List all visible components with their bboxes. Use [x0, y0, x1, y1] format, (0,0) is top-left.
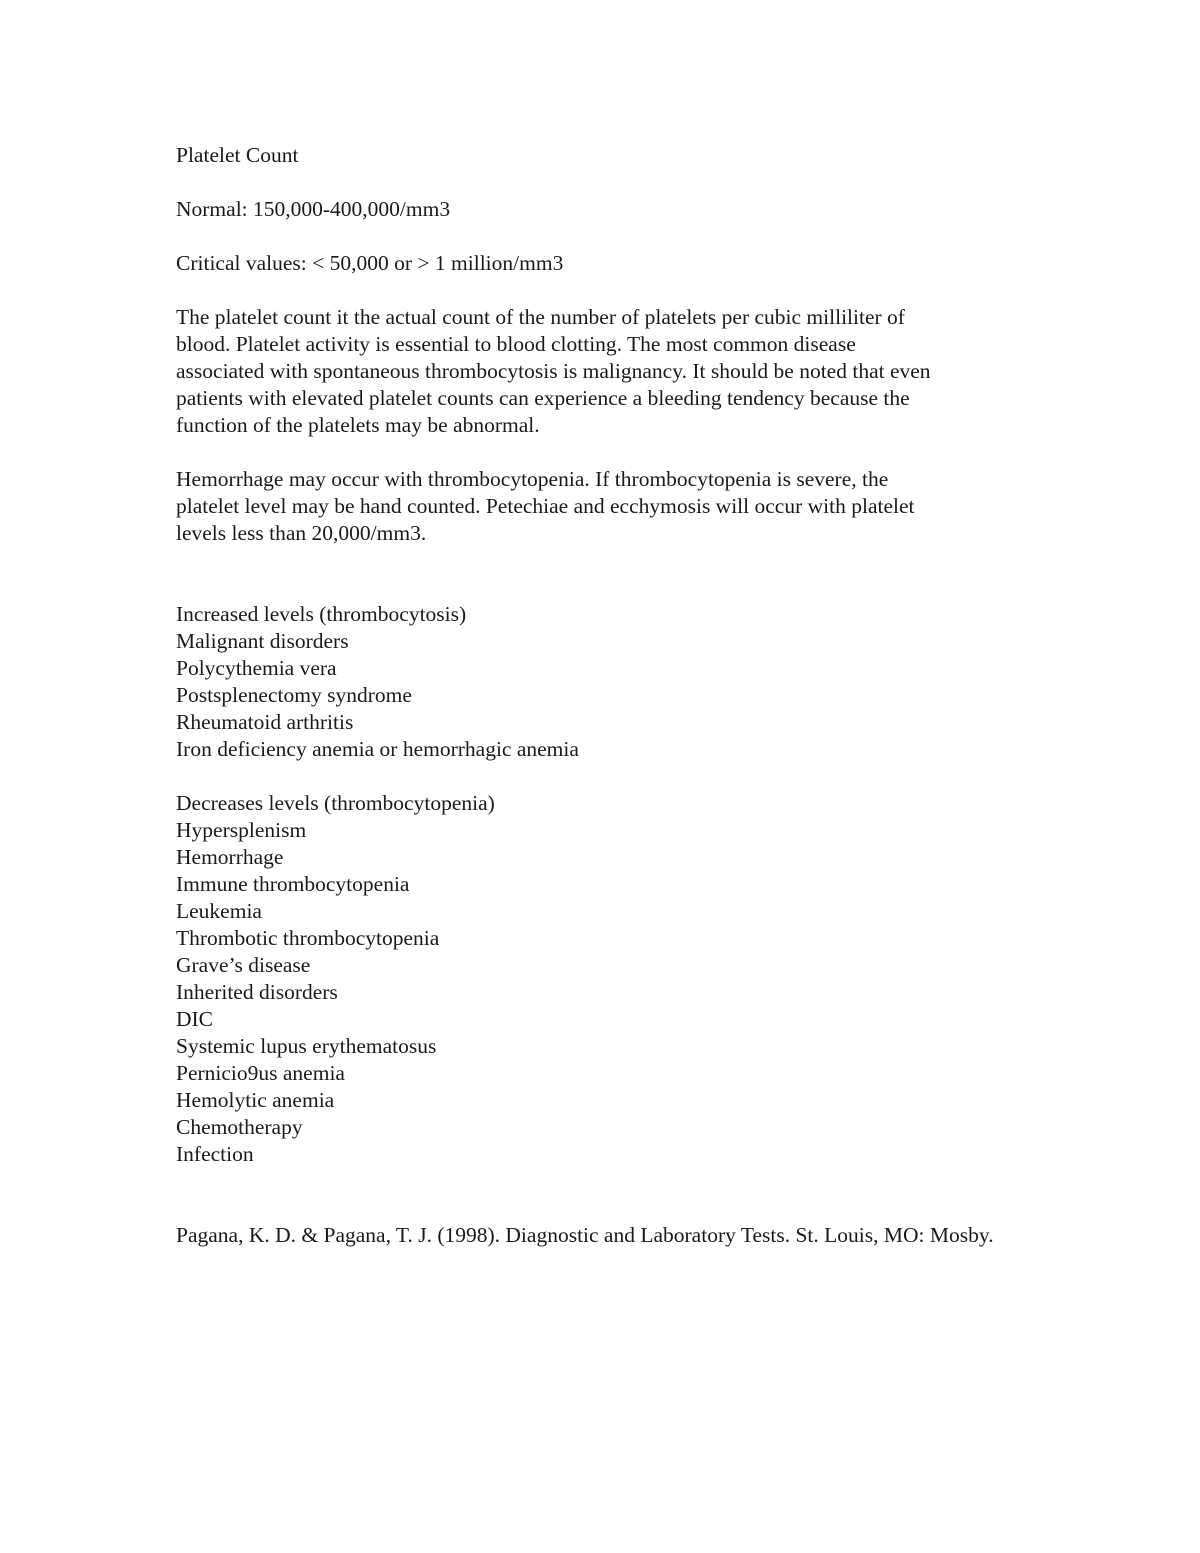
list-item: Thrombotic thrombocytopenia: [176, 926, 440, 950]
list-item: Inherited disorders: [176, 980, 338, 1004]
decreased-levels-heading: Decreases levels (thrombocytopenia): [176, 791, 495, 815]
list-item: Iron deficiency anemia or hemorrhagic anemia: [176, 737, 579, 761]
list-item: Hypersplenism: [176, 818, 307, 842]
list-item: Immune thrombocytopenia: [176, 872, 410, 896]
list-item: Postsplenectomy syndrome: [176, 683, 412, 707]
decreased-levels-section: [176, 790, 1026, 1168]
paragraph-line: levels less than 20,000/mm3.: [176, 521, 427, 545]
paragraph-description: [176, 304, 1026, 439]
list-item: Infection: [176, 1142, 254, 1166]
list-item: Pernicio9us anemia: [176, 1061, 345, 1085]
reference-citation: Pagana, K. D. & Pagana, T. J. (1998). Diagnostic and Laboratory Tests. St. Louis, MO: Mosby.: [176, 1223, 994, 1247]
list-item: Grave’s disease: [176, 953, 311, 977]
spacer: [176, 547, 1026, 601]
paragraph-line: blood. Platelet activity is essential to blood clotting. The most common disease: [176, 332, 856, 356]
paragraph-line: associated with spontaneous thrombocytosis is malignancy. It should be noted that even: [176, 359, 931, 383]
increased-levels-heading: Increased levels (thrombocytosis): [176, 602, 467, 626]
list-item: Chemotherapy: [176, 1115, 303, 1139]
list-item: Hemorrhage: [176, 845, 284, 869]
decreased-levels-list: [176, 817, 1026, 1168]
list-item: Hemolytic anemia: [176, 1088, 335, 1112]
paragraph-hemorrhage: [176, 466, 1026, 547]
list-item: Leukemia: [176, 899, 262, 923]
list-item: Systemic lupus erythematosus: [176, 1034, 437, 1058]
list-item: Malignant disorders: [176, 629, 349, 653]
list-item: Rheumatoid arthritis: [176, 710, 354, 734]
list-item: Polycythemia vera: [176, 656, 337, 680]
increased-levels-section: [176, 601, 1026, 763]
spacer: [176, 763, 1026, 790]
document-title: Platelet Count: [176, 143, 299, 167]
normal-range: Normal: 150,000-400,000/mm3: [176, 197, 451, 221]
list-item: DIC: [176, 1007, 214, 1031]
paragraph-line: Hemorrhage may occur with thrombocytopenia. If thrombocytopenia is severe, the: [176, 467, 889, 491]
paragraph-line: The platelet count it the actual count of the number of platelets per cubic milliliter of: [176, 305, 905, 329]
paragraph-line: patients with elevated platelet counts can experience a bleeding tendency because the: [176, 386, 910, 410]
paragraph-line: platelet level may be hand counted. Petechiae and ecchymosis will occur with platelet: [176, 494, 915, 518]
critical-values: Critical values: < 50,000 or > 1 million/mm3: [176, 251, 564, 275]
increased-levels-list: [176, 628, 1026, 763]
document-body: [176, 142, 1026, 1271]
paragraph-line: function of the platelets may be abnormal.: [176, 413, 540, 437]
